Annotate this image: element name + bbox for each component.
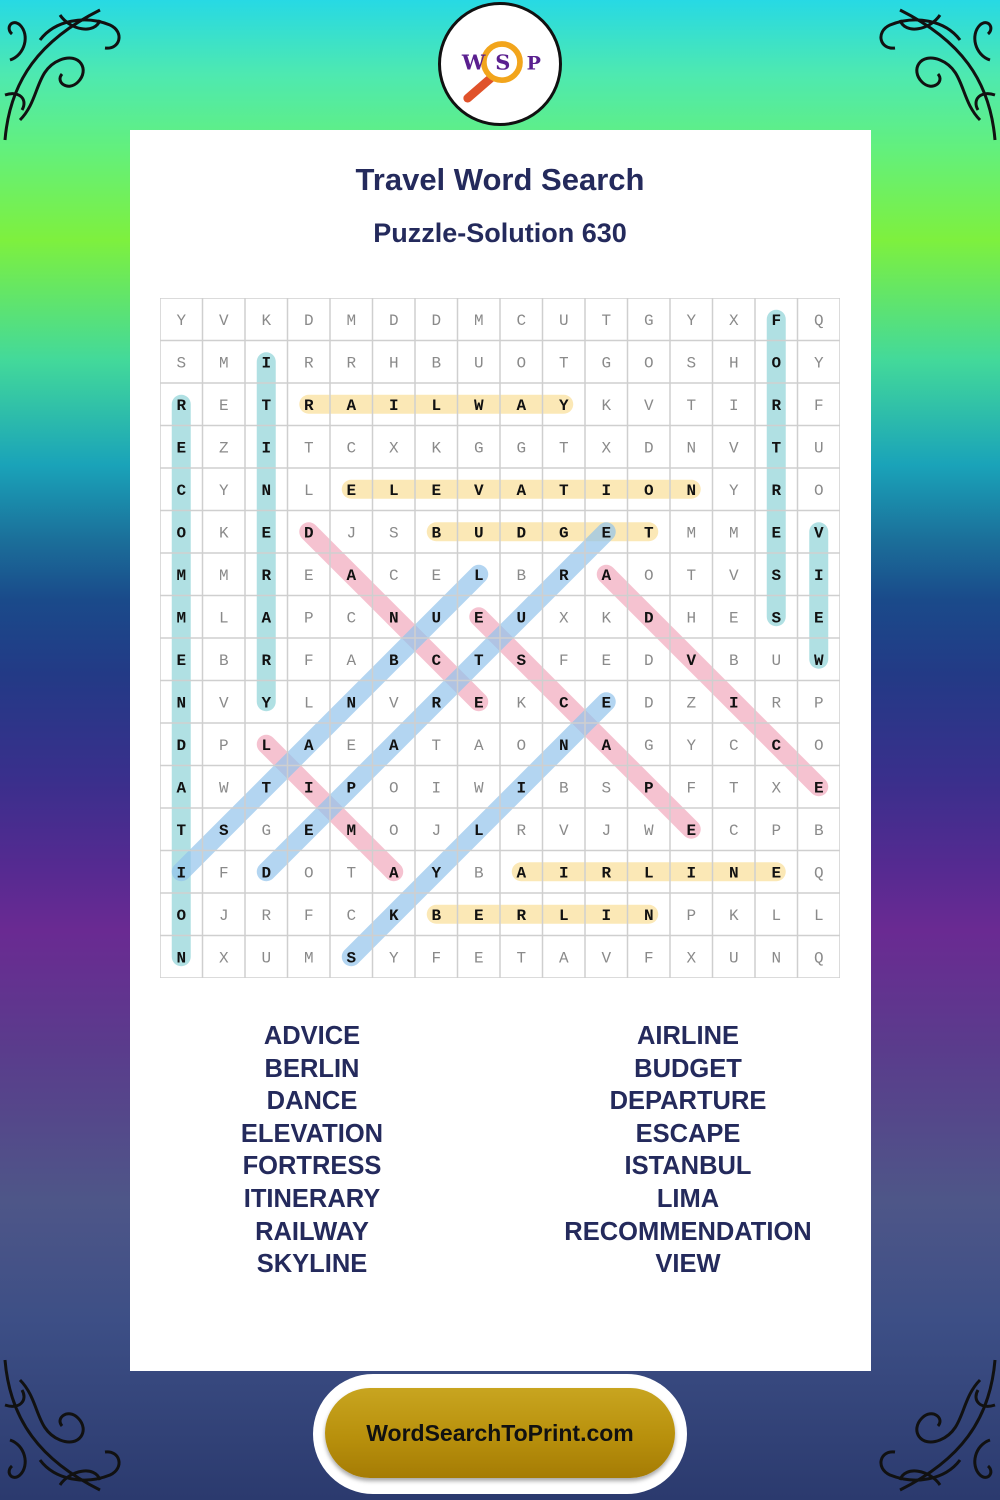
grid-letter[interactable]: Y xyxy=(813,354,824,373)
grid-letter[interactable]: T xyxy=(686,396,697,415)
grid-letter[interactable]: K xyxy=(601,396,612,415)
grid-letter[interactable]: Y xyxy=(686,311,697,330)
grid-letter[interactable]: H xyxy=(728,354,739,373)
grid-letter[interactable]: E xyxy=(813,609,824,628)
grid-letter[interactable]: Y xyxy=(728,481,739,500)
grid-letter[interactable]: O xyxy=(388,779,399,798)
grid-letter[interactable]: S xyxy=(771,566,782,585)
grid-letter[interactable]: A xyxy=(388,736,399,755)
grid-letter[interactable]: R xyxy=(303,354,314,373)
grid-letter[interactable]: T xyxy=(686,566,697,585)
grid-letter[interactable]: Y xyxy=(218,481,229,500)
grid-letter[interactable]: U xyxy=(558,311,569,330)
grid-letter[interactable]: F xyxy=(686,779,697,798)
grid-letter[interactable]: S xyxy=(218,821,229,840)
grid-letter[interactable]: Q xyxy=(813,949,824,968)
grid-letter[interactable]: R xyxy=(601,864,612,883)
grid-letter[interactable]: P xyxy=(346,779,357,798)
grid-letter[interactable]: F xyxy=(303,906,314,925)
grid-letter[interactable]: A xyxy=(346,566,357,585)
grid-letter[interactable]: T xyxy=(771,439,782,458)
grid-letter[interactable]: V xyxy=(813,524,824,543)
grid-letter[interactable]: M xyxy=(303,949,314,968)
grid-letter[interactable]: M xyxy=(686,524,697,543)
grid-letter[interactable]: A xyxy=(516,864,527,883)
grid-letter[interactable]: D xyxy=(643,651,654,670)
grid-letter[interactable]: I xyxy=(516,779,527,798)
word-list-item: ITINERARY xyxy=(243,1184,381,1213)
grid-letter[interactable]: D xyxy=(431,311,442,330)
word-list-item: ISTANBUL xyxy=(624,1152,752,1181)
grid-letter[interactable]: Y xyxy=(686,736,697,755)
grid-letter[interactable]: C xyxy=(346,609,357,628)
grid-letter[interactable]: H xyxy=(388,354,399,373)
grid-letter[interactable]: A xyxy=(346,396,357,415)
grid-letter[interactable]: K xyxy=(218,524,229,543)
grid-letter[interactable]: E xyxy=(218,396,229,415)
grid-letter[interactable]: F xyxy=(643,949,654,968)
grid-letter[interactable]: B xyxy=(431,524,442,543)
grid-letter[interactable]: X xyxy=(686,949,697,968)
word-list-item: LIMA xyxy=(656,1184,720,1213)
grid-letter[interactable]: U xyxy=(728,949,739,968)
grid-letter[interactable]: E xyxy=(176,651,187,670)
grid-letter[interactable]: C xyxy=(728,821,739,840)
word-list-item: VIEW xyxy=(655,1250,721,1279)
grid-letter[interactable]: S xyxy=(176,354,187,373)
grid-letter[interactable]: C xyxy=(771,736,782,755)
grid-letter[interactable]: A xyxy=(388,864,399,883)
grid-letter[interactable]: O xyxy=(176,524,187,543)
grid-letter[interactable]: U xyxy=(473,354,484,373)
grid-letter[interactable]: Y xyxy=(176,311,187,330)
grid-letter[interactable]: A xyxy=(346,651,357,670)
grid-letter[interactable]: L xyxy=(431,396,442,415)
word-list-item: BUDGET xyxy=(634,1054,742,1083)
grid-letter[interactable]: E xyxy=(601,694,612,713)
grid-letter[interactable]: I xyxy=(261,439,272,458)
grid-letter[interactable]: L xyxy=(261,736,272,755)
grid-letter[interactable]: J xyxy=(601,821,612,840)
grid-letter[interactable]: N xyxy=(558,736,569,755)
grid-letter[interactable]: C xyxy=(728,736,739,755)
grid-letter[interactable]: M xyxy=(728,524,739,543)
grid-letter[interactable]: I xyxy=(558,864,569,883)
grid-letter[interactable]: R xyxy=(771,694,782,713)
grid-letter[interactable]: O xyxy=(813,736,824,755)
grid-letter[interactable]: K xyxy=(431,439,442,458)
grid-letter[interactable]: C xyxy=(346,906,357,925)
grid-letter[interactable]: X xyxy=(601,439,612,458)
grid-letter[interactable]: O xyxy=(643,481,654,500)
word-list-right xyxy=(528,1020,848,1281)
grid-letter[interactable]: O xyxy=(176,906,187,925)
grid-letter[interactable]: L xyxy=(303,694,314,713)
page-title: Travel Word Search xyxy=(355,162,645,197)
grid-letter[interactable]: X xyxy=(218,949,229,968)
grid-letter[interactable]: H xyxy=(686,609,697,628)
grid-letter[interactable]: O xyxy=(643,354,654,373)
grid-letter[interactable]: B xyxy=(516,566,527,585)
grid-letter[interactable]: F xyxy=(813,396,824,415)
grid-letter[interactable]: R xyxy=(346,354,357,373)
grid-letter[interactable]: S xyxy=(771,609,782,628)
word-list-item: AIRLINE xyxy=(637,1022,739,1050)
corner-ornament-bottom-right xyxy=(850,1350,1000,1500)
grid-letter[interactable]: G xyxy=(473,439,484,458)
grid-letter[interactable]: L xyxy=(303,481,314,500)
grid-letter[interactable]: U xyxy=(261,949,272,968)
grid-letter[interactable]: D xyxy=(643,694,654,713)
grid-letter[interactable]: L xyxy=(218,609,229,628)
grid-letter[interactable]: B xyxy=(813,821,824,840)
grid-letter[interactable]: X xyxy=(558,609,569,628)
grid-letter[interactable]: L xyxy=(473,821,484,840)
grid-letter[interactable]: N xyxy=(261,481,272,500)
grid-letter[interactable]: O xyxy=(516,736,527,755)
grid-letter[interactable]: R xyxy=(516,821,527,840)
grid-letter[interactable]: M xyxy=(218,566,229,585)
grid-letter[interactable]: E xyxy=(813,779,824,798)
grid-letter[interactable]: M xyxy=(176,609,187,628)
grid-letter[interactable]: N xyxy=(686,439,697,458)
grid-letter[interactable]: I xyxy=(431,779,442,798)
grid-letter[interactable]: C xyxy=(516,311,527,330)
grid-letter[interactable]: C xyxy=(388,566,399,585)
grid-letter[interactable]: A xyxy=(176,779,187,798)
grid-letter[interactable]: M xyxy=(346,821,357,840)
grid-letter[interactable]: D xyxy=(516,524,527,543)
grid-letter[interactable]: E xyxy=(473,609,484,628)
grid-letter[interactable]: F xyxy=(303,651,314,670)
grid-letter[interactable]: L xyxy=(643,864,654,883)
grid-letter[interactable]: N xyxy=(771,949,782,968)
grid-letter[interactable]: A xyxy=(516,396,527,415)
grid-letter[interactable]: A xyxy=(516,481,527,500)
grid-letter[interactable]: A xyxy=(303,736,314,755)
grid-letter[interactable]: B xyxy=(728,651,739,670)
grid-letter[interactable]: X xyxy=(771,779,782,798)
grid-letter[interactable]: B xyxy=(218,651,229,670)
grid-letter[interactable]: D xyxy=(176,736,187,755)
grid-letter[interactable]: C xyxy=(176,481,187,500)
grid-letter[interactable]: U xyxy=(516,609,527,628)
grid-letter[interactable]: E xyxy=(771,524,782,543)
grid-letter[interactable]: M xyxy=(346,311,357,330)
grid-letter[interactable]: E xyxy=(601,524,612,543)
grid-letter[interactable]: B xyxy=(473,864,484,883)
grid-letter[interactable]: V xyxy=(601,949,612,968)
grid-letter[interactable]: T xyxy=(473,651,484,670)
grid-letter[interactable]: T xyxy=(431,736,442,755)
grid-letter[interactable]: J xyxy=(218,906,229,925)
grid-letter[interactable]: E xyxy=(346,736,357,755)
grid-letter[interactable]: U xyxy=(473,524,484,543)
grid-letter[interactable]: O xyxy=(771,354,782,373)
grid-letter[interactable]: A xyxy=(261,609,272,628)
grid-letter[interactable]: I xyxy=(261,354,272,373)
grid-letter[interactable]: F xyxy=(431,949,442,968)
grid-letter[interactable]: G xyxy=(558,524,569,543)
grid-letter[interactable]: T xyxy=(728,779,739,798)
word-list-item: ESCAPE xyxy=(635,1119,741,1148)
grid-letter[interactable]: F xyxy=(771,311,782,330)
grid-letter[interactable]: A xyxy=(558,949,569,968)
grid-letter[interactable]: R xyxy=(261,566,272,585)
grid-letter[interactable]: L xyxy=(388,481,399,500)
grid-letter[interactable]: Y xyxy=(388,949,399,968)
word-list-item: ADVICE xyxy=(263,1022,361,1050)
grid-letter[interactable]: B xyxy=(431,906,442,925)
grid-letter[interactable]: T xyxy=(601,311,612,330)
word-list-item: RAILWAY xyxy=(255,1217,369,1246)
grid-letter[interactable]: P xyxy=(643,779,654,798)
wsp-logo xyxy=(438,2,562,126)
grid-letter[interactable]: E xyxy=(431,481,442,500)
grid-letter[interactable]: S xyxy=(601,779,612,798)
grid-letter[interactable]: R xyxy=(431,694,442,713)
grid-letter[interactable]: L xyxy=(558,906,569,925)
grid-letter[interactable]: V xyxy=(558,821,569,840)
grid-letter[interactable]: V xyxy=(218,694,229,713)
grid-letter[interactable]: V xyxy=(473,481,484,500)
grid-letter[interactable]: T xyxy=(558,439,569,458)
grid-letter[interactable]: D xyxy=(303,524,314,543)
grid-letter[interactable]: F xyxy=(218,864,229,883)
grid-letter[interactable]: E xyxy=(771,864,782,883)
logo-letter-p: P xyxy=(526,52,541,75)
grid-letter[interactable]: V xyxy=(728,566,739,585)
grid-letter[interactable]: G xyxy=(643,311,654,330)
grid-letter[interactable]: N xyxy=(728,864,739,883)
grid-letter[interactable]: F xyxy=(558,651,569,670)
grid-canvas xyxy=(160,298,840,978)
grid-letter[interactable]: T xyxy=(558,354,569,373)
grid-letter[interactable]: P xyxy=(686,906,697,925)
grid-letter[interactable]: I xyxy=(813,566,824,585)
grid-letter[interactable]: A xyxy=(601,736,612,755)
grid-letter[interactable]: V xyxy=(218,311,229,330)
grid-letter[interactable]: U xyxy=(813,439,824,458)
grid-letter[interactable]: D xyxy=(643,609,654,628)
grid-letter[interactable]: R xyxy=(558,566,569,585)
grid-letter[interactable]: Y xyxy=(558,396,569,415)
grid-letter[interactable]: T xyxy=(261,779,272,798)
grid-letter[interactable]: I xyxy=(601,906,612,925)
grid-letter[interactable]: R xyxy=(261,651,272,670)
grid-letter[interactable]: P xyxy=(218,736,229,755)
grid-letter[interactable]: G xyxy=(601,354,612,373)
grid-letter[interactable]: Q xyxy=(813,864,824,883)
grid-letter[interactable]: O xyxy=(388,821,399,840)
grid-letter[interactable]: S xyxy=(346,949,357,968)
grid-letter[interactable]: R xyxy=(771,396,782,415)
grid-letter[interactable]: Y xyxy=(431,864,442,883)
grid-letter[interactable]: I xyxy=(728,396,739,415)
grid-letter[interactable]: Q xyxy=(813,311,824,330)
grid-letter[interactable]: M xyxy=(176,566,187,585)
grid-letter[interactable]: Y xyxy=(261,694,272,713)
grid-letter[interactable]: R xyxy=(176,396,187,415)
grid-letter[interactable]: G xyxy=(261,821,272,840)
grid-letter[interactable]: I xyxy=(728,694,739,713)
grid-letter[interactable]: T xyxy=(303,439,314,458)
grid-letter[interactable]: I xyxy=(176,864,187,883)
grid-letter[interactable]: C xyxy=(558,694,569,713)
grid-letter[interactable]: E xyxy=(473,906,484,925)
grid-letter[interactable]: J xyxy=(431,821,442,840)
word-list-item: FORTRESS xyxy=(242,1152,382,1181)
grid-letter[interactable]: E xyxy=(176,439,187,458)
word-list-left xyxy=(152,1020,472,1281)
grid-letter[interactable]: N xyxy=(643,906,654,925)
grid-letter[interactable]: K xyxy=(601,609,612,628)
grid-letter[interactable]: G xyxy=(643,736,654,755)
grid-letter[interactable]: U xyxy=(431,609,442,628)
grid-letter[interactable]: W xyxy=(218,779,229,798)
grid-letter[interactable]: I xyxy=(686,864,697,883)
grid-letter[interactable]: E xyxy=(431,566,442,585)
grid-letter[interactable]: O xyxy=(813,481,824,500)
grid-letter[interactable]: D xyxy=(388,311,399,330)
word-list-item: ELEVATION xyxy=(240,1119,384,1148)
grid-letter[interactable]: O xyxy=(303,864,314,883)
grid-letter[interactable]: V xyxy=(728,439,739,458)
grid-letter[interactable]: T xyxy=(643,524,654,543)
grid-letter[interactable]: K xyxy=(728,906,739,925)
grid-letter[interactable]: W xyxy=(813,651,824,670)
word-list-item: SKYLINE xyxy=(256,1250,368,1279)
grid-letter[interactable]: C xyxy=(431,651,442,670)
grid-letter[interactable]: E xyxy=(473,694,484,713)
logo-letter-s: S xyxy=(495,49,511,75)
grid-letter[interactable]: D xyxy=(261,864,272,883)
corner-ornament-bottom-left xyxy=(0,1350,150,1500)
grid-letter[interactable]: R xyxy=(261,906,272,925)
word-search-grid xyxy=(160,298,840,978)
grid-letter[interactable]: P xyxy=(303,609,314,628)
grid-letter[interactable]: E xyxy=(473,949,484,968)
grid-letter[interactable]: X xyxy=(388,439,399,458)
grid-letter[interactable]: W xyxy=(643,821,654,840)
grid-letter[interactable]: C xyxy=(346,439,357,458)
grid-letter[interactable]: X xyxy=(728,311,739,330)
grid-letter[interactable]: N xyxy=(346,694,357,713)
grid-letter[interactable]: G xyxy=(516,439,527,458)
grid-letter[interactable]: I xyxy=(388,396,399,415)
grid-letter[interactable]: A xyxy=(601,566,612,585)
word-list-item: DEPARTURE xyxy=(609,1087,767,1116)
grid-letter[interactable]: V xyxy=(643,396,654,415)
grid-letter[interactable]: K xyxy=(516,694,527,713)
corner-ornament-top-right xyxy=(850,0,1000,150)
logo-letter-w: W xyxy=(461,49,486,75)
grid-letter[interactable]: L xyxy=(473,566,484,585)
grid-letter[interactable]: E xyxy=(303,821,314,840)
grid-letter[interactable]: N xyxy=(176,694,187,713)
grid-letter[interactable]: R xyxy=(516,906,527,925)
grid-letter[interactable]: J xyxy=(346,524,357,543)
grid-letter[interactable]: T xyxy=(516,949,527,968)
grid-letter[interactable]: P xyxy=(771,821,782,840)
grid-letter[interactable]: E xyxy=(686,821,697,840)
word-list-item: DANCE xyxy=(266,1087,358,1116)
grid-letter[interactable]: B xyxy=(558,779,569,798)
grid-letter[interactable]: T xyxy=(176,821,187,840)
grid-letter[interactable]: M xyxy=(473,311,484,330)
grid-letter[interactable]: R xyxy=(303,396,314,415)
grid-letter[interactable]: M xyxy=(218,354,229,373)
grid-letter[interactable]: S xyxy=(686,354,697,373)
grid-letter[interactable]: P xyxy=(813,694,824,713)
grid-letter[interactable]: O xyxy=(643,566,654,585)
grid-letter[interactable]: V xyxy=(686,651,697,670)
grid-letter[interactable]: N xyxy=(388,609,399,628)
grid-letter[interactable]: E xyxy=(728,609,739,628)
word-list-item: RECOMMENDATION xyxy=(564,1217,812,1246)
grid-letter[interactable]: Z xyxy=(686,694,697,713)
grid-letter[interactable]: O xyxy=(516,354,527,373)
grid-letter[interactable]: E xyxy=(346,481,357,500)
grid-letter[interactable]: K xyxy=(388,906,399,925)
grid-letter[interactable]: S xyxy=(388,524,399,543)
grid-letter[interactable]: L xyxy=(813,906,824,925)
grid-letter[interactable]: E xyxy=(303,566,314,585)
grid-letter[interactable]: W xyxy=(473,396,484,415)
grid-letter[interactable]: I xyxy=(601,481,612,500)
grid-letter[interactable]: E xyxy=(601,651,612,670)
grid-letter[interactable]: A xyxy=(473,736,484,755)
grid-letter[interactable]: L xyxy=(771,906,782,925)
grid-letter[interactable]: U xyxy=(771,651,782,670)
grid-letter[interactable]: N xyxy=(686,481,697,500)
grid-letter[interactable]: K xyxy=(261,311,272,330)
grid-letter[interactable]: N xyxy=(176,949,187,968)
grid-letter[interactable]: B xyxy=(388,651,399,670)
grid-letter[interactable]: R xyxy=(771,481,782,500)
grid-letter[interactable]: T xyxy=(346,864,357,883)
page-subtitle: Puzzle-Solution 630 xyxy=(373,218,627,248)
word-list-item: BERLIN xyxy=(264,1054,360,1083)
grid-letter[interactable]: S xyxy=(516,651,527,670)
grid-letter[interactable]: T xyxy=(261,396,272,415)
grid-letter[interactable]: D xyxy=(643,439,654,458)
grid-letter[interactable]: I xyxy=(303,779,314,798)
grid-letter[interactable]: Z xyxy=(218,439,229,458)
grid-letter[interactable]: B xyxy=(431,354,442,373)
corner-ornament-top-left xyxy=(0,0,150,150)
site-link-button[interactable]: WordSearchToPrint.com xyxy=(325,1388,675,1478)
grid-letter[interactable]: D xyxy=(303,311,314,330)
grid-letter[interactable]: W xyxy=(473,779,484,798)
grid-letter[interactable]: E xyxy=(261,524,272,543)
grid-letter[interactable]: T xyxy=(558,481,569,500)
grid-letter[interactable]: V xyxy=(388,694,399,713)
